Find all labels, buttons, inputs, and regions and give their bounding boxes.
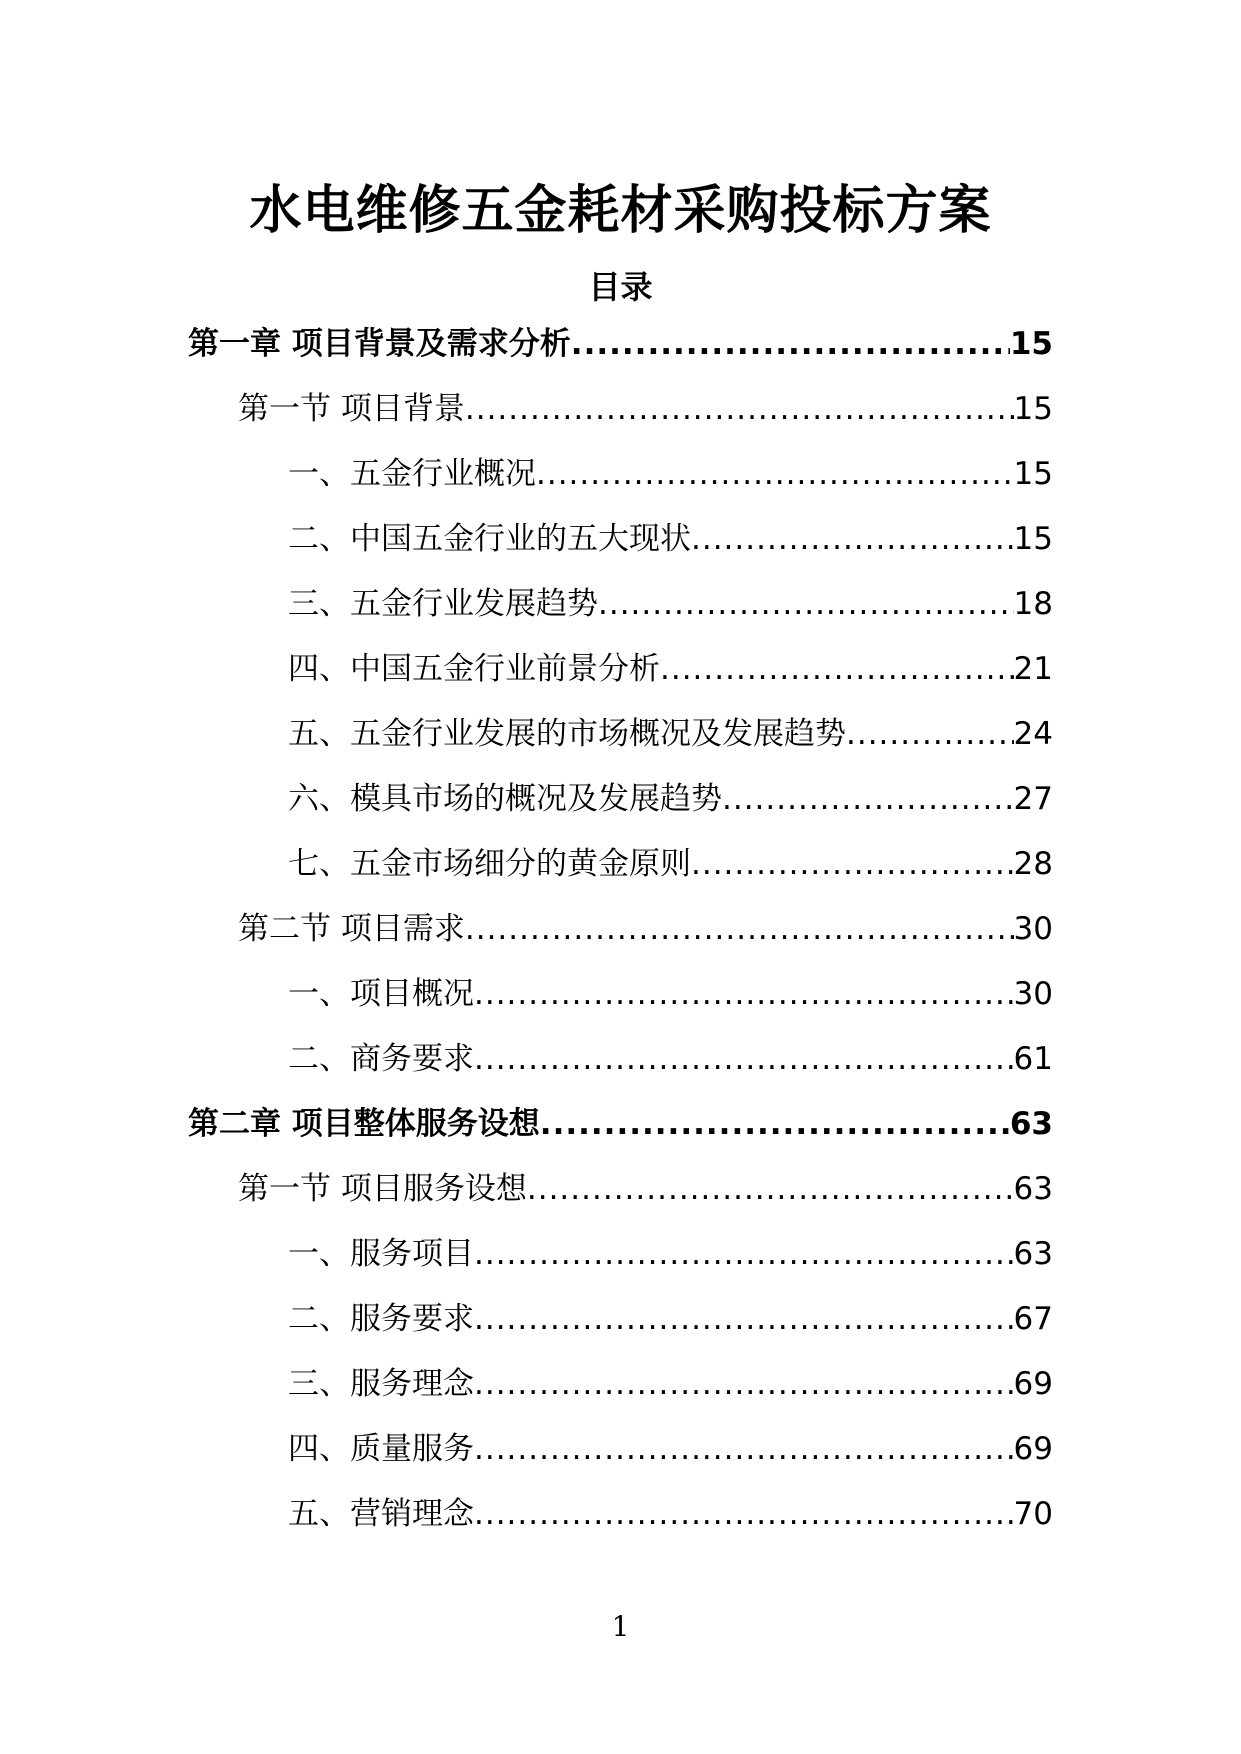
toc-entry-label: 第二章 项目整体服务设想 <box>188 1106 540 1142</box>
toc-entry-label: 四、中国五金行业前景分析 <box>288 651 660 687</box>
toc-entry-page: 61 <box>1013 1041 1053 1077</box>
toc-dot-leader <box>474 1427 1014 1471</box>
page-number: 1 <box>611 1610 630 1643</box>
toc-entry-label: 四、质量服务 <box>288 1431 474 1467</box>
toc-entry-label: 二、商务要求 <box>288 1041 474 1077</box>
toc-entry-page: 28 <box>1013 846 1053 882</box>
toc-entry-page: 63 <box>1009 1106 1053 1142</box>
toc-entry-page: 69 <box>1013 1431 1053 1467</box>
toc-entry-section[interactable] <box>188 907 1053 972</box>
toc-dot-leader <box>691 842 1014 886</box>
toc-entry-subsection[interactable] <box>188 1232 1053 1297</box>
toc-entry-label: 一、服务项目 <box>288 1236 474 1272</box>
toc-dot-leader <box>465 907 1014 951</box>
toc-dot-leader <box>536 452 1014 496</box>
toc-entry-page: 67 <box>1013 1301 1053 1337</box>
toc-dot-leader <box>474 1362 1014 1406</box>
toc-entry-section[interactable] <box>188 387 1053 452</box>
toc-dot-leader <box>722 777 1014 821</box>
toc-entry-page: 15 <box>1013 456 1053 492</box>
toc-entry-label: 一、项目概况 <box>288 976 474 1012</box>
toc-dot-leader <box>660 647 1014 691</box>
toc-entry-page: 24 <box>1013 716 1053 752</box>
toc-entry-label: 第一节 项目背景 <box>238 391 465 427</box>
toc-dot-leader <box>474 972 1014 1016</box>
toc-entry-label: 二、服务要求 <box>288 1301 474 1337</box>
toc-entry-page: 15 <box>1013 391 1053 427</box>
toc-entry-subsection[interactable] <box>188 517 1053 582</box>
toc-dot-leader <box>527 1167 1014 1211</box>
toc-dot-leader <box>474 1232 1014 1276</box>
toc-entry-label: 三、服务理念 <box>288 1366 474 1402</box>
toc-dot-leader <box>598 582 1014 626</box>
toc-entry-subsection[interactable] <box>188 1297 1053 1362</box>
toc-entry-subsection[interactable] <box>188 777 1053 842</box>
toc-entry-subsection[interactable] <box>188 842 1053 907</box>
toc-entry-subsection[interactable] <box>188 1492 1053 1557</box>
toc-entry-chapter[interactable] <box>188 322 1053 387</box>
toc-entry-page: 69 <box>1013 1366 1053 1402</box>
toc-entry-page: 63 <box>1013 1171 1053 1207</box>
toc-entry-page: 21 <box>1013 651 1053 687</box>
toc-entry-section[interactable] <box>188 1167 1053 1232</box>
toc-entry-label: 五、营销理念 <box>288 1496 474 1532</box>
toc-entry-page: 63 <box>1013 1236 1053 1272</box>
toc-entry-label: 一、五金行业概况 <box>288 456 536 492</box>
toc-entry-subsection[interactable] <box>188 1427 1053 1492</box>
toc-dot-leader <box>465 387 1014 431</box>
toc-entry-page: 15 <box>1013 521 1053 557</box>
toc-entry-label: 第二节 项目需求 <box>238 911 465 947</box>
toc-entry-page: 70 <box>1013 1496 1053 1532</box>
toc-entry-page: 18 <box>1013 586 1053 622</box>
toc-entry-subsection[interactable] <box>188 647 1053 712</box>
toc-entry-page: 30 <box>1013 911 1053 947</box>
toc-entry-subsection[interactable] <box>188 1037 1053 1102</box>
toc-heading: 目录 <box>588 268 653 306</box>
toc-entry-subsection[interactable] <box>188 712 1053 777</box>
toc-entry-subsection[interactable] <box>188 972 1053 1037</box>
toc-entry-page: 15 <box>1009 326 1053 362</box>
toc-entry-page: 30 <box>1013 976 1053 1012</box>
toc-dot-leader <box>474 1492 1014 1536</box>
toc-entry-label: 五、五金行业发展的市场概况及发展趋势 <box>288 716 846 752</box>
toc-dot-leader <box>846 712 1014 756</box>
toc-entry-page: 27 <box>1013 781 1053 817</box>
table-of-contents <box>188 322 1053 1557</box>
toc-entry-chapter[interactable] <box>188 1102 1053 1167</box>
toc-entry-label: 第一章 项目背景及需求分析 <box>188 326 571 362</box>
toc-entry-subsection[interactable] <box>188 582 1053 647</box>
toc-entry-subsection[interactable] <box>188 452 1053 517</box>
toc-dot-leader <box>474 1037 1014 1081</box>
toc-entry-label: 七、五金市场细分的黄金原则 <box>288 846 691 882</box>
toc-entry-label: 二、中国五金行业的五大现状 <box>288 521 691 557</box>
toc-entry-label: 六、模具市场的概况及发展趋势 <box>288 781 722 817</box>
toc-dot-leader <box>540 1102 1010 1146</box>
toc-entry-label: 三、五金行业发展趋势 <box>288 586 598 622</box>
toc-dot-leader <box>474 1297 1014 1341</box>
toc-entry-label: 第一节 项目服务设想 <box>238 1171 527 1207</box>
toc-dot-leader <box>571 322 1010 366</box>
toc-entry-subsection[interactable] <box>188 1362 1053 1427</box>
toc-dot-leader <box>691 517 1014 561</box>
document-title: 水电维修五金耗材采购投标方案 <box>249 181 992 241</box>
